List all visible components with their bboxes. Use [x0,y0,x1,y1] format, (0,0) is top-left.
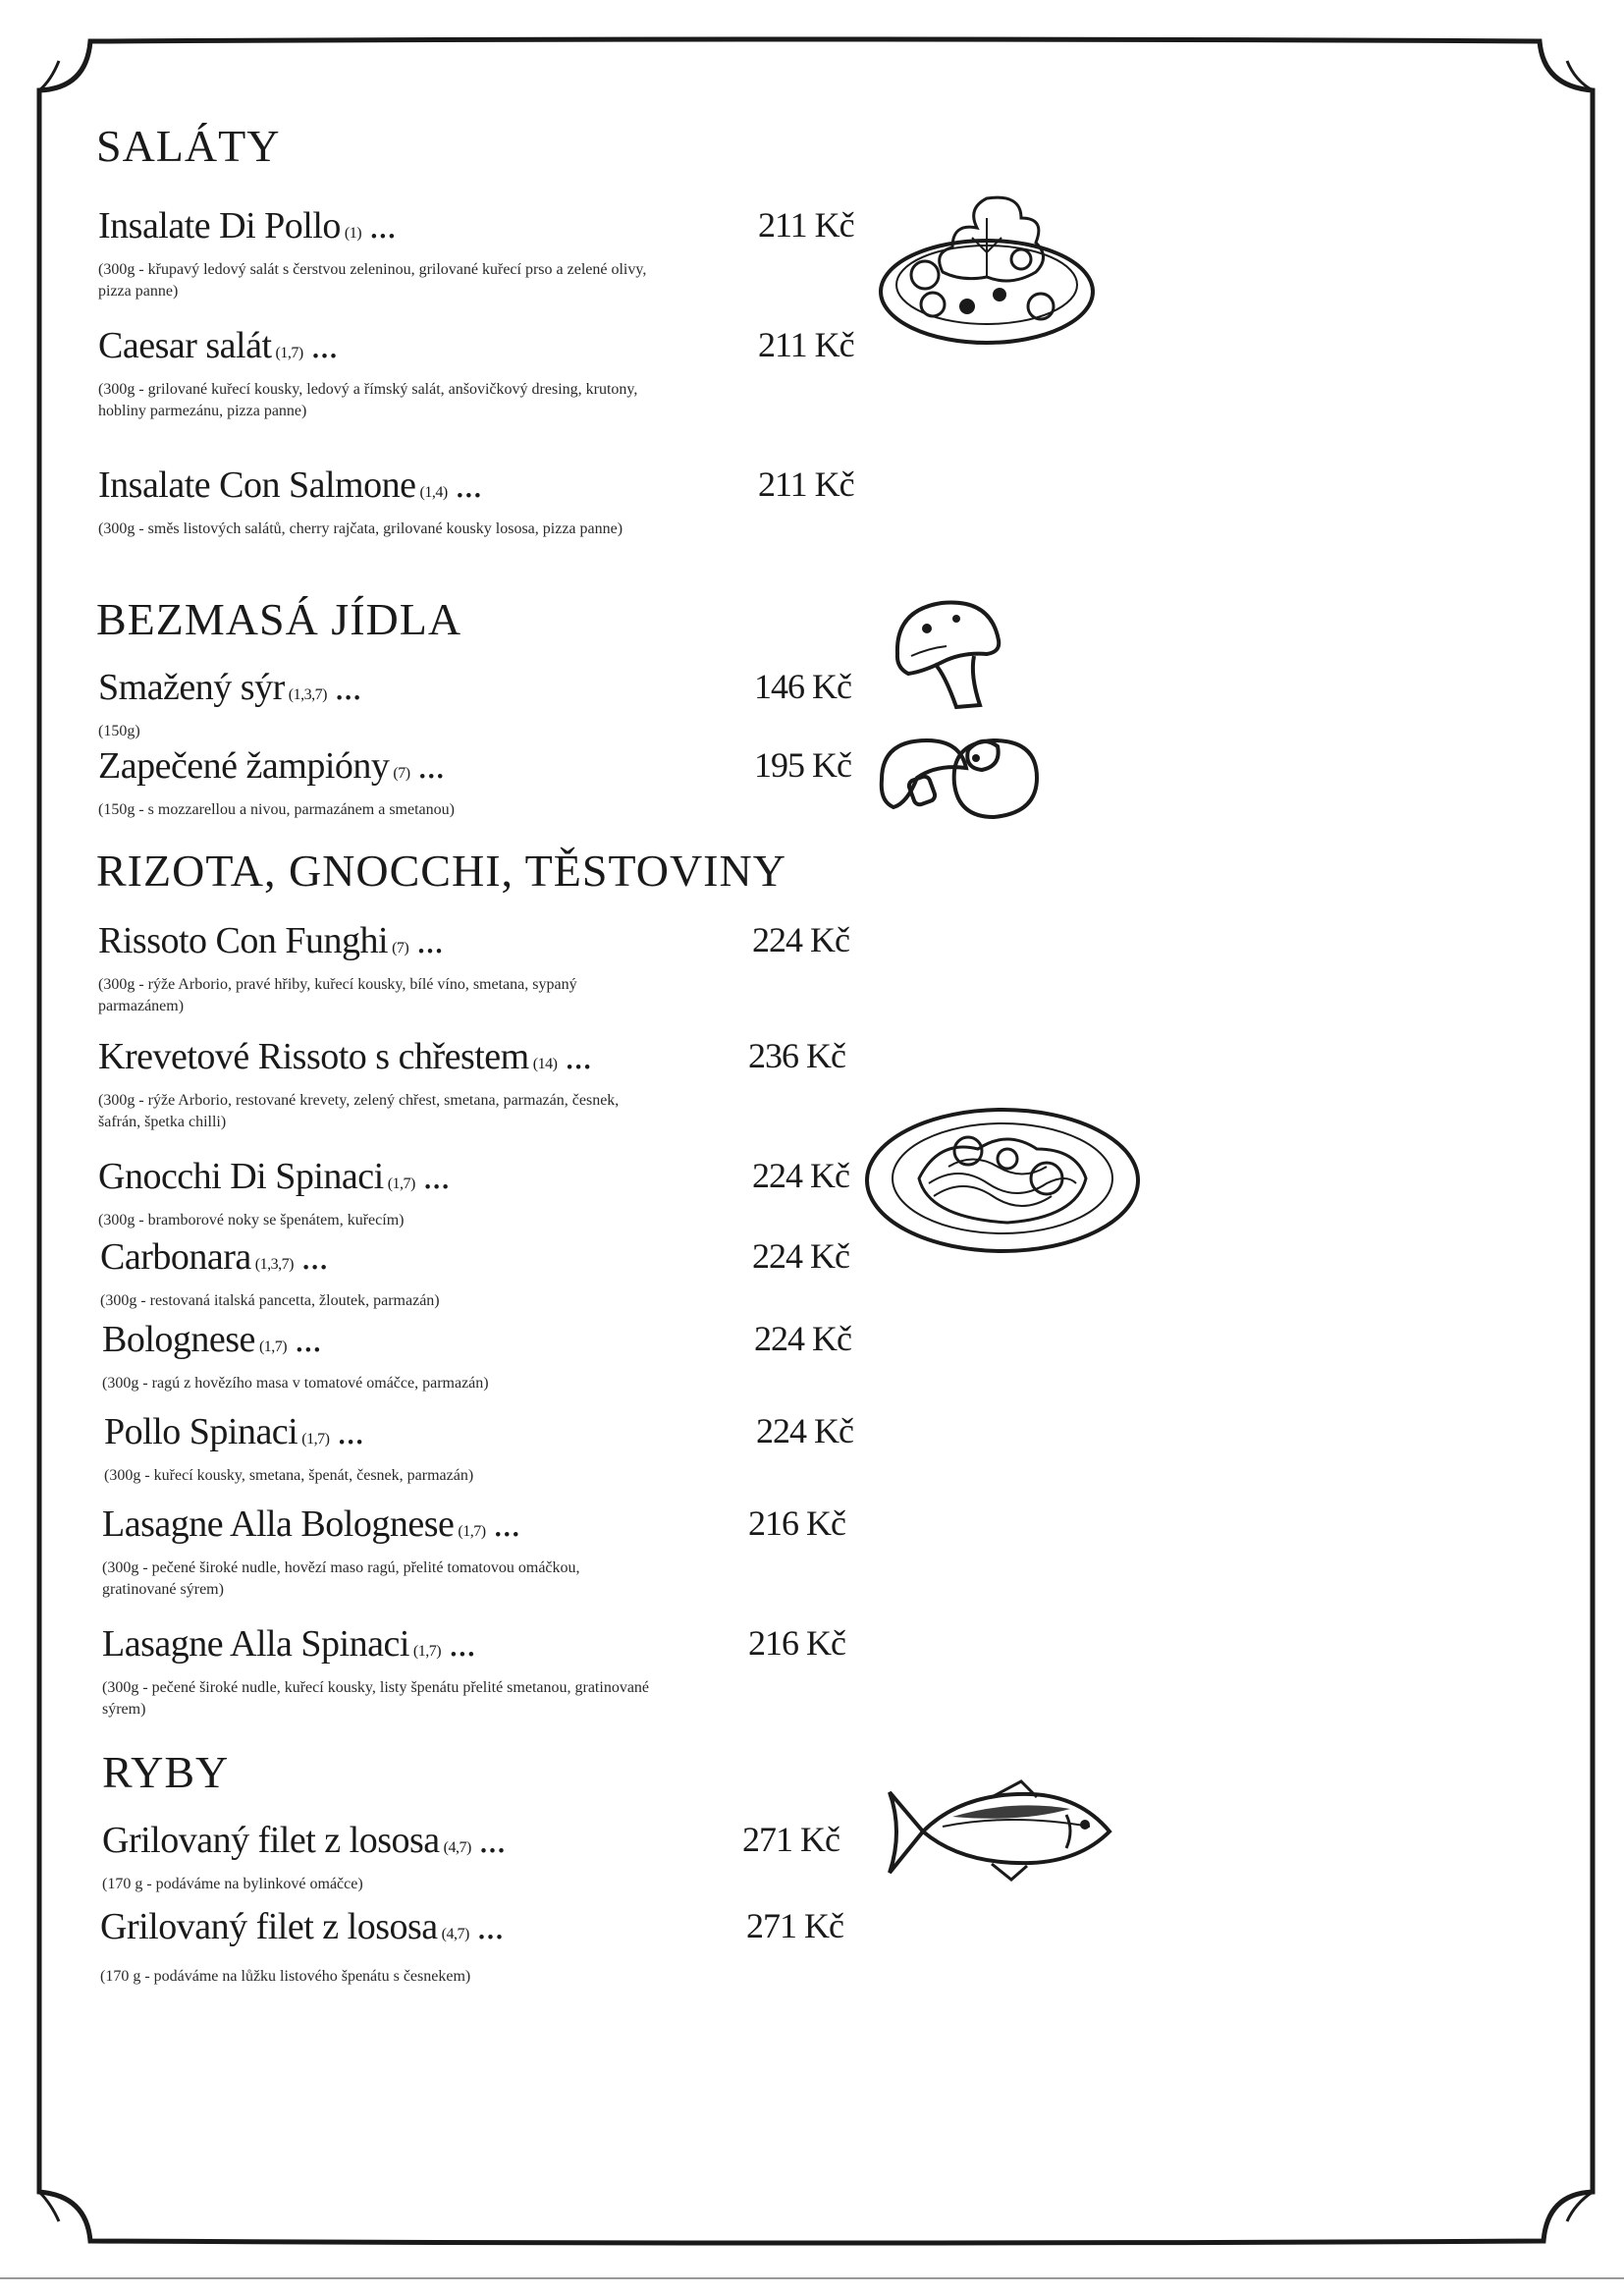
item-price: 224 Kč [756,1411,853,1450]
item-allergens: (1,4) [419,484,448,501]
item-allergens: (7) [393,765,410,782]
item-allergens: (1) [344,225,362,242]
item-description: (300g - kuřecí kousky, smetana, špenát, česnek, parmazán) [104,1467,474,1484]
item-price: 146 Kč [754,667,851,706]
menu-item [104,1410,654,1487]
item-name: Lasagne Alla Bolognese [102,1503,455,1545]
item-description: (300g - rýže Arborio, restované krevety, zelený chřest, smetana, parmazán, česnek, šafrán, špetka chilli) [98,1092,620,1130]
item-allergens: (1,7) [301,1431,330,1448]
item-price: 211 Kč [758,464,854,504]
pasta-plate-icon [860,1090,1145,1267]
item-dots: ... [455,464,482,506]
item-dots: ... [493,1503,520,1545]
menu-item [98,204,648,302]
menu-item [98,744,648,821]
item-name: Carbonara [100,1236,251,1278]
item-allergens: (1,3,7) [288,686,327,703]
menu-item [102,1622,652,1721]
item-price: 216 Kč [748,1623,845,1663]
item-description: (170 g - podáváme na bylinkové omáčce) [102,1876,363,1892]
item-description: (150g - s mozzarellou a nivou, parmazánem a smetanou) [98,801,455,818]
mushrooms-pair-icon [874,729,1041,823]
item-name: Caesar salát [98,325,272,366]
item-name: Grilovaný filet z lososa [102,1820,440,1861]
menu-item [98,1155,648,1231]
section-title-bezmasa-jidla: BEZMASÁ JÍDLA [96,594,462,644]
menu-item [98,919,648,1017]
item-price: 195 Kč [754,745,851,785]
item-price: 211 Kč [758,325,854,364]
item-dots: ... [565,1036,592,1077]
item-name: Insalate Di Pollo [98,205,341,246]
item-name: Bolognese [102,1319,255,1360]
item-dots: ... [449,1623,476,1665]
item-description: (300g - ragú z hovězího masa v tomatové omáčce, parmazán) [102,1375,489,1392]
bottom-rule [0,2277,1624,2279]
item-allergens: (7) [392,940,409,956]
item-name: Grilovaný filet z lososa [100,1906,438,1947]
item-dots: ... [295,1319,322,1360]
item-price: 224 Kč [754,1319,851,1358]
item-dots: ... [334,667,361,708]
item-allergens: (4,7) [443,1839,471,1856]
item-dots: ... [310,325,338,366]
item-description: (300g - grilované kuřecí kousky, ledový a římský salát, anšovičkový dresing, krutony, hobliny parmezánu, pizza panne) [98,381,638,419]
item-dots: ... [417,745,445,787]
item-description: (300g - pečené široké nudle, kuřecí kousky, listy špenátu přelité smetanou, gratinované sýrem) [102,1679,650,1718]
item-price: 224 Kč [752,1236,849,1276]
menu-item [98,1035,648,1133]
menu-item [98,666,648,742]
menu-item [102,1819,652,1895]
menu-item [100,1905,650,1988]
item-price: 271 Kč [746,1906,843,1945]
item-dots: ... [300,1236,328,1278]
item-dots: ... [416,920,444,961]
item-description: (300g - rýže Arborio, pravé hřiby, kuřecí kousky, bílé víno, smetana, sypaný parmazánem) [98,976,577,1014]
menu-item [102,1318,652,1394]
item-name: Pollo Spinaci [104,1411,298,1452]
item-name: Smažený sýr [98,667,285,708]
item-name: Zapečené žampióny [98,745,390,787]
item-price: 224 Kč [752,920,849,959]
item-description: (300g - křupavý ledový salát s čerstvou zeleninou, grilované kuřecí prso a zelené olivy, pizza panne) [98,261,647,300]
item-dots: ... [337,1411,364,1452]
item-dots: ... [476,1906,504,1947]
item-allergens: (4,7) [441,1926,469,1942]
item-description: (300g - směs listových salátů, cherry rajčata, grilované kousky lososa, pizza panne) [98,520,623,537]
item-description: (300g - bramborové noky se špenátem, kuřecím) [98,1212,405,1229]
mushroom-icon [888,595,1005,711]
menu-item [98,324,648,422]
item-description: (150g) [98,723,140,739]
item-dots: ... [422,1156,450,1197]
item-description: (300g - restovaná italská pancetta, žloutek, parmazán) [100,1292,440,1309]
item-description: (170 g - podáváme na lůžku listového špenátu s česnekem) [100,1968,471,1985]
section-title-salaty: SALÁTY [96,121,281,171]
item-allergens: (1,7) [412,1643,442,1660]
item-name: Lasagne Alla Spinaci [102,1623,409,1665]
item-description: (300g - pečené široké nudle, hovězí maso ragú, přelité tomatovou omáčkou, gratinované sýrem) [102,1559,580,1598]
menu-item [102,1503,652,1601]
section-title-ryby: RYBY [102,1747,230,1797]
item-name: Gnocchi Di Spinaci [98,1156,384,1197]
item-name: Insalate Con Salmone [98,464,416,506]
item-allergens: (14) [532,1056,558,1072]
menu-item [98,464,648,540]
item-allergens: (1,3,7) [254,1256,294,1273]
fish-icon [884,1777,1119,1885]
item-price: 271 Kč [742,1820,839,1859]
item-price: 236 Kč [748,1036,845,1075]
item-allergens: (1,7) [258,1339,288,1355]
item-allergens: (1,7) [275,345,303,361]
item-name: Krevetové Rissoto s chřestem [98,1036,529,1077]
item-dots: ... [369,205,397,246]
item-price: 216 Kč [748,1503,845,1543]
item-price: 224 Kč [752,1156,849,1195]
item-allergens: (1,7) [458,1523,486,1540]
item-name: Rissoto Con Funghi [98,920,389,961]
menu-item [100,1235,650,1312]
salad-plate-icon [874,179,1100,355]
item-allergens: (1,7) [387,1175,415,1192]
item-dots: ... [478,1820,506,1861]
item-price: 211 Kč [758,205,854,245]
section-title-rizota: RIZOTA, GNOCCHI, TĚSTOVINY [96,846,786,896]
